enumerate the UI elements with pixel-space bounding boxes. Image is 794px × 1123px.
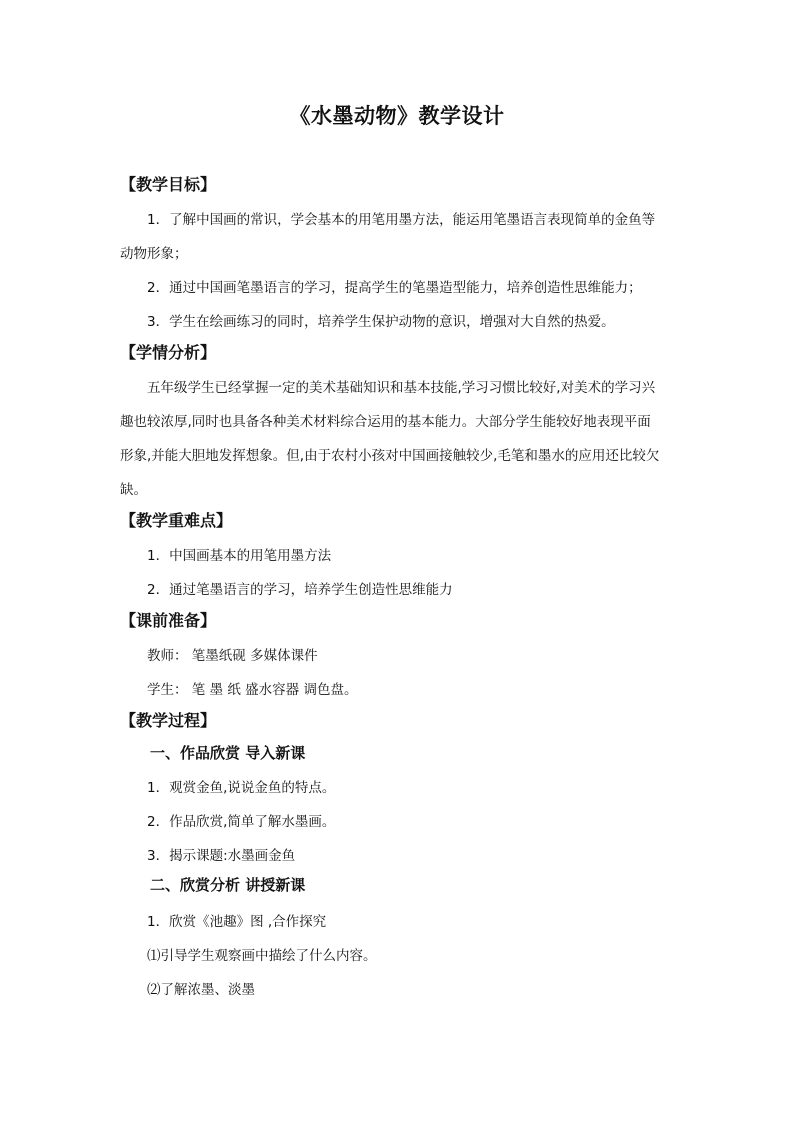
preparation-student: 学生： 笔 墨 纸 盛水容器 调色盘。 [147,682,358,698]
goal-item-1-line-2: 动物形象； [120,246,188,262]
analysis-line-3: 形象,并能大胆地发挥想象。但,由于农村小孩对中国画接触较少,毛笔和墨水的应用还比较欠 [120,448,660,464]
goal-item-1-line-1: 1．了解中国画的常识，学会基本的用笔用墨方法，能运用笔墨语言表现简单的金鱼等 [147,212,656,228]
document-title: 《水墨动物》教学设计 [289,104,505,128]
process-s2-sub-2: ⑵了解浓墨、淡墨 [147,982,255,998]
key-point-item-1: 1．中国画基本的用笔用墨方法 [147,548,332,564]
process-s1-item-3: 3．揭示课题:水墨画金鱼 [147,848,296,864]
goal-item-3: 3．学生在绘画练习的同时，培养学生保护动物的意识，增强对大自然的热爱。 [147,314,615,330]
process-s1-item-1: 1．观赏金鱼,说说金鱼的特点。 [147,780,336,796]
goal-item-2: 2．通过中国画笔墨语言的学习，提高学生的笔墨造型能力，培养创造性思维能力； [147,280,642,296]
process-section-1-title: 一、作品欣赏 导入新课 [150,744,306,762]
analysis-line-1: 五年级学生已经掌握一定的美术基础知识和基本技能,学习习惯比较好,对美术的学习兴 [147,380,656,396]
key-point-item-2: 2．通过笔墨语言的学习，培养学生创造性思维能力 [147,582,453,598]
heading-teaching-process: 【教学过程】 [120,711,217,730]
heading-preparation: 【课前准备】 [120,611,217,630]
heading-teaching-goals: 【教学目标】 [120,175,217,194]
process-s2-item-1: 1．欣赏《池趣》图 ,合作探究 [147,914,327,930]
analysis-line-4: 缺。 [120,482,147,498]
heading-key-points: 【教学重难点】 [120,511,233,530]
heading-student-analysis: 【学情分析】 [120,343,217,362]
process-s2-sub-1: ⑴引导学生观察画中描绘了什么内容。 [147,948,377,964]
process-s1-item-2: 2．作品欣赏,简单了解水墨画。 [147,814,336,830]
preparation-teacher: 教师： 笔墨纸砚 多媒体课件 [147,648,318,664]
analysis-line-2: 趣也较浓厚,同时也具备各种美术材料综合运用的基本能力。大部分学生能较好地表现平面 [120,414,651,430]
process-section-2-title: 二、欣赏分析 讲授新课 [150,876,306,894]
